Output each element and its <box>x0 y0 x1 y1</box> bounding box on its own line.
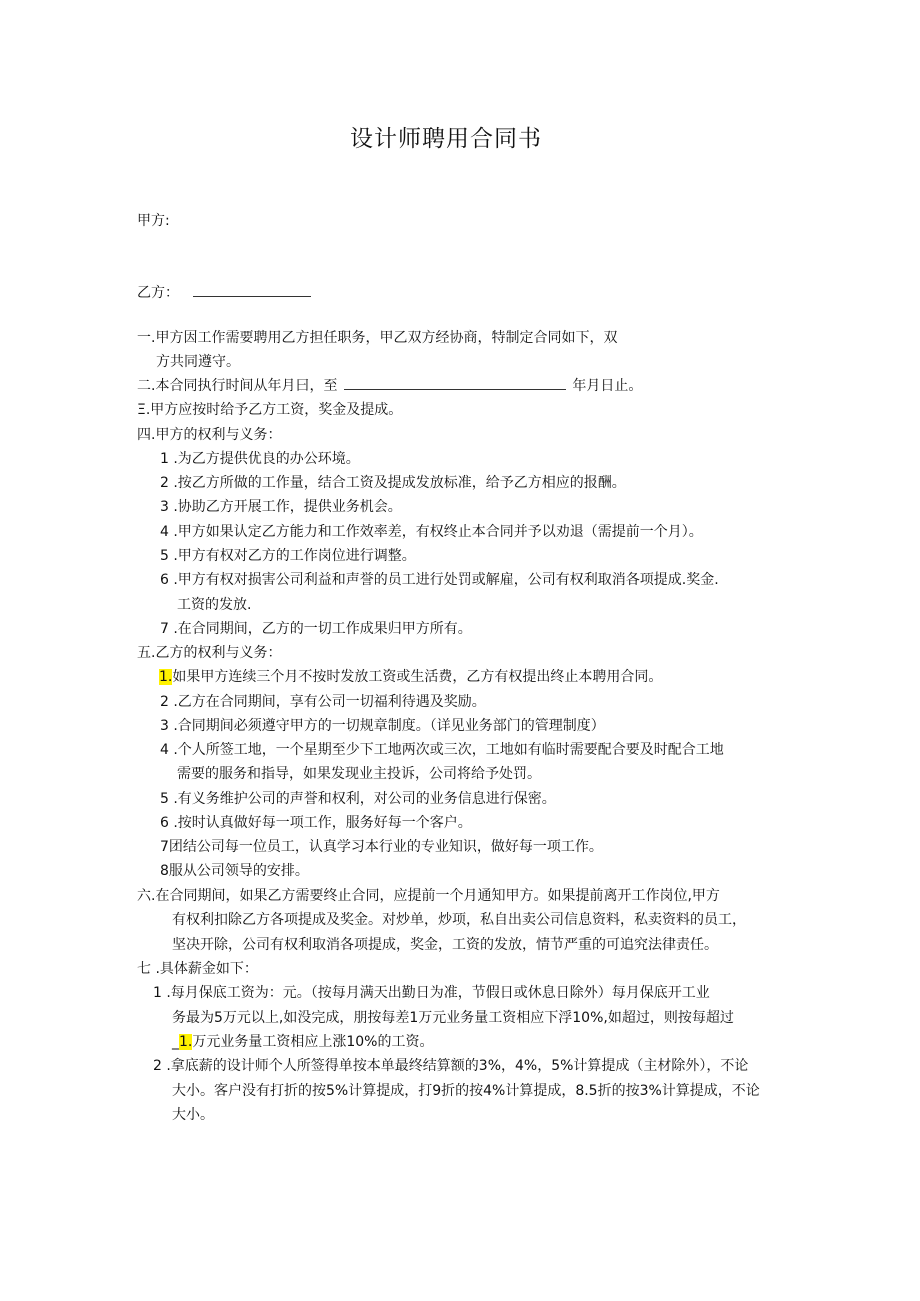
clause-5-item-4-line-1: 4 .个人所签工地，一个星期至少下工地两次或三次，工地如有临时需要配合要及时配合工地 <box>160 742 724 758</box>
clause-1-line-1: 一.甲方因工作需要聘用乙方担任职务，甲乙双方经协商，特制定合同如下，双 <box>137 330 618 346</box>
clause-7-item-1-blank-mark: _ <box>172 1034 179 1050</box>
clause-4-item-5: 5 .甲方有权对乙方的工作岗位进行调整。 <box>160 548 416 564</box>
clause-6-line-1: 六.在合同期间，如果乙方需要终止合同，应提前一个月通知甲方。如果提前离开工作岗位,甲方 <box>137 888 720 904</box>
clause-5-item-2: 2 .乙方在合同期间，享有公司一切福利待遇及奖励。 <box>160 694 486 710</box>
clause-5-item-1-number: 1. <box>159 669 173 685</box>
clause-4-item-3: 3 .协助乙方开展工作，提供业务机会。 <box>160 499 402 515</box>
clause-3: Ξ.甲方应按时给予乙方工资，奖金及提成。 <box>137 402 403 418</box>
clause-1-line-2: 方共同遵守。 <box>156 354 240 370</box>
party-a-label: 甲方: <box>137 213 170 229</box>
clause-4-item-4: 4 .甲方如果认定乙方能力和工作效率差，有权终止本合同并予以劝退（需提前一个月）。 <box>160 524 703 540</box>
clause-7-item-1-highlight: 1. <box>179 1034 193 1050</box>
clause-7-heading: 七 .具体薪金如下： <box>137 961 258 977</box>
page-title: 设计师聘用合同书 <box>350 126 542 152</box>
clause-5-item-4-line-2: 需要的服务和指导，如果发现业主投诉，公司将给予处罚。 <box>177 766 541 782</box>
clause-2 <box>137 377 642 395</box>
clause-6-line-2: 有权利扣除乙方各项提成及奖金。对炒单，炒项，私自出卖公司信息资料，私卖资料的员工， <box>172 912 746 928</box>
clause-7-item-1-line-3 <box>172 1033 433 1051</box>
clause-5-item-1 <box>159 668 662 686</box>
clause-4-item-1: 1 .为乙方提供优良的办公环境。 <box>160 451 360 467</box>
clause-7-item-1-line-2: 务最为5万元以上,如没完成，朋按每差1万元业务量工资相应下浮10%,如超过，则按每超过 <box>172 1010 734 1026</box>
clause-5-item-3: 3 .合同期间必须遵守甲方的一切规章制度。（详见业务部门的管理制度） <box>160 718 605 734</box>
clause-5-item-6: 6 .按时认真做好每一项工作，服务好每一个客户。 <box>160 815 472 831</box>
clause-4-item-6-line-1: 6 .甲方有权对损害公司利益和声誉的员工进行处罚或解雇，公司有权利取消各项提成.奖金. <box>160 572 719 588</box>
party-b-label: 乙方： <box>137 285 179 301</box>
clause-5-item-5: 5 .有义务维护公司的声誉和权利，对公司的业务信息进行保密。 <box>160 791 556 807</box>
clause-2-end: 年月日止。 <box>572 378 643 394</box>
party-b-line <box>137 284 311 302</box>
clause-5-heading: 五.乙方的权利与义务： <box>137 645 282 661</box>
clause-4-item-7: 7 .在合同期间，乙方的一切工作成果归甲方所有。 <box>160 621 472 637</box>
clause-2-start: 二.本合同执行时间从年月曰，至 <box>137 378 338 394</box>
clause-4-item-2: 2 .按乙方所做的工作量，结合工资及提成发放标准，给予乙方相应的报酬。 <box>160 475 626 491</box>
clause-4-heading: 四.甲方的权利与义务： <box>137 427 282 443</box>
clause-7-item-1-line-1: 1 .每月保底工资为：元。（按每月满天出勤日为准，节假日或休息日除外）每月保底开工业 <box>153 985 710 1001</box>
clause-5-item-1-text: 如果甲方连续三个月不按时发放工资或生活费，乙方有权提出终止本聘用合同。 <box>172 669 663 685</box>
clause-5-item-8: 8服从公司领导的安排。 <box>160 863 309 879</box>
party-b-blank <box>193 284 311 297</box>
clause-4-item-6-line-2: 工资的发放. <box>177 597 252 613</box>
clause-7-item-2-line-3: 大小。 <box>172 1107 214 1123</box>
clause-5-item-7: 7团结公司每一位员工，认真学习本行业的专业知识，做好每一项工作。 <box>160 839 603 855</box>
clause-7-item-1-line-3-text: 万元业务量工资相应上涨10%的工资。 <box>192 1034 434 1050</box>
clause-7-item-2-line-1: 2 .拿底薪的设计师个人所签得单按本单最终结算额的3%，4%，5%计算提成（主材除外），不论 <box>153 1058 749 1074</box>
clause-7-item-2-line-2: 大小。客户没有打折的按5%计算提成，打9折的按4%计算提成，8.5折的按3%计算提成，不论 <box>172 1083 760 1099</box>
clause-2-blank <box>344 377 566 390</box>
clause-6-line-3: 坚决开除，公司有权利取消各项提成，奖金，工资的发放，情节严重的可追究法律责任。 <box>172 937 718 953</box>
